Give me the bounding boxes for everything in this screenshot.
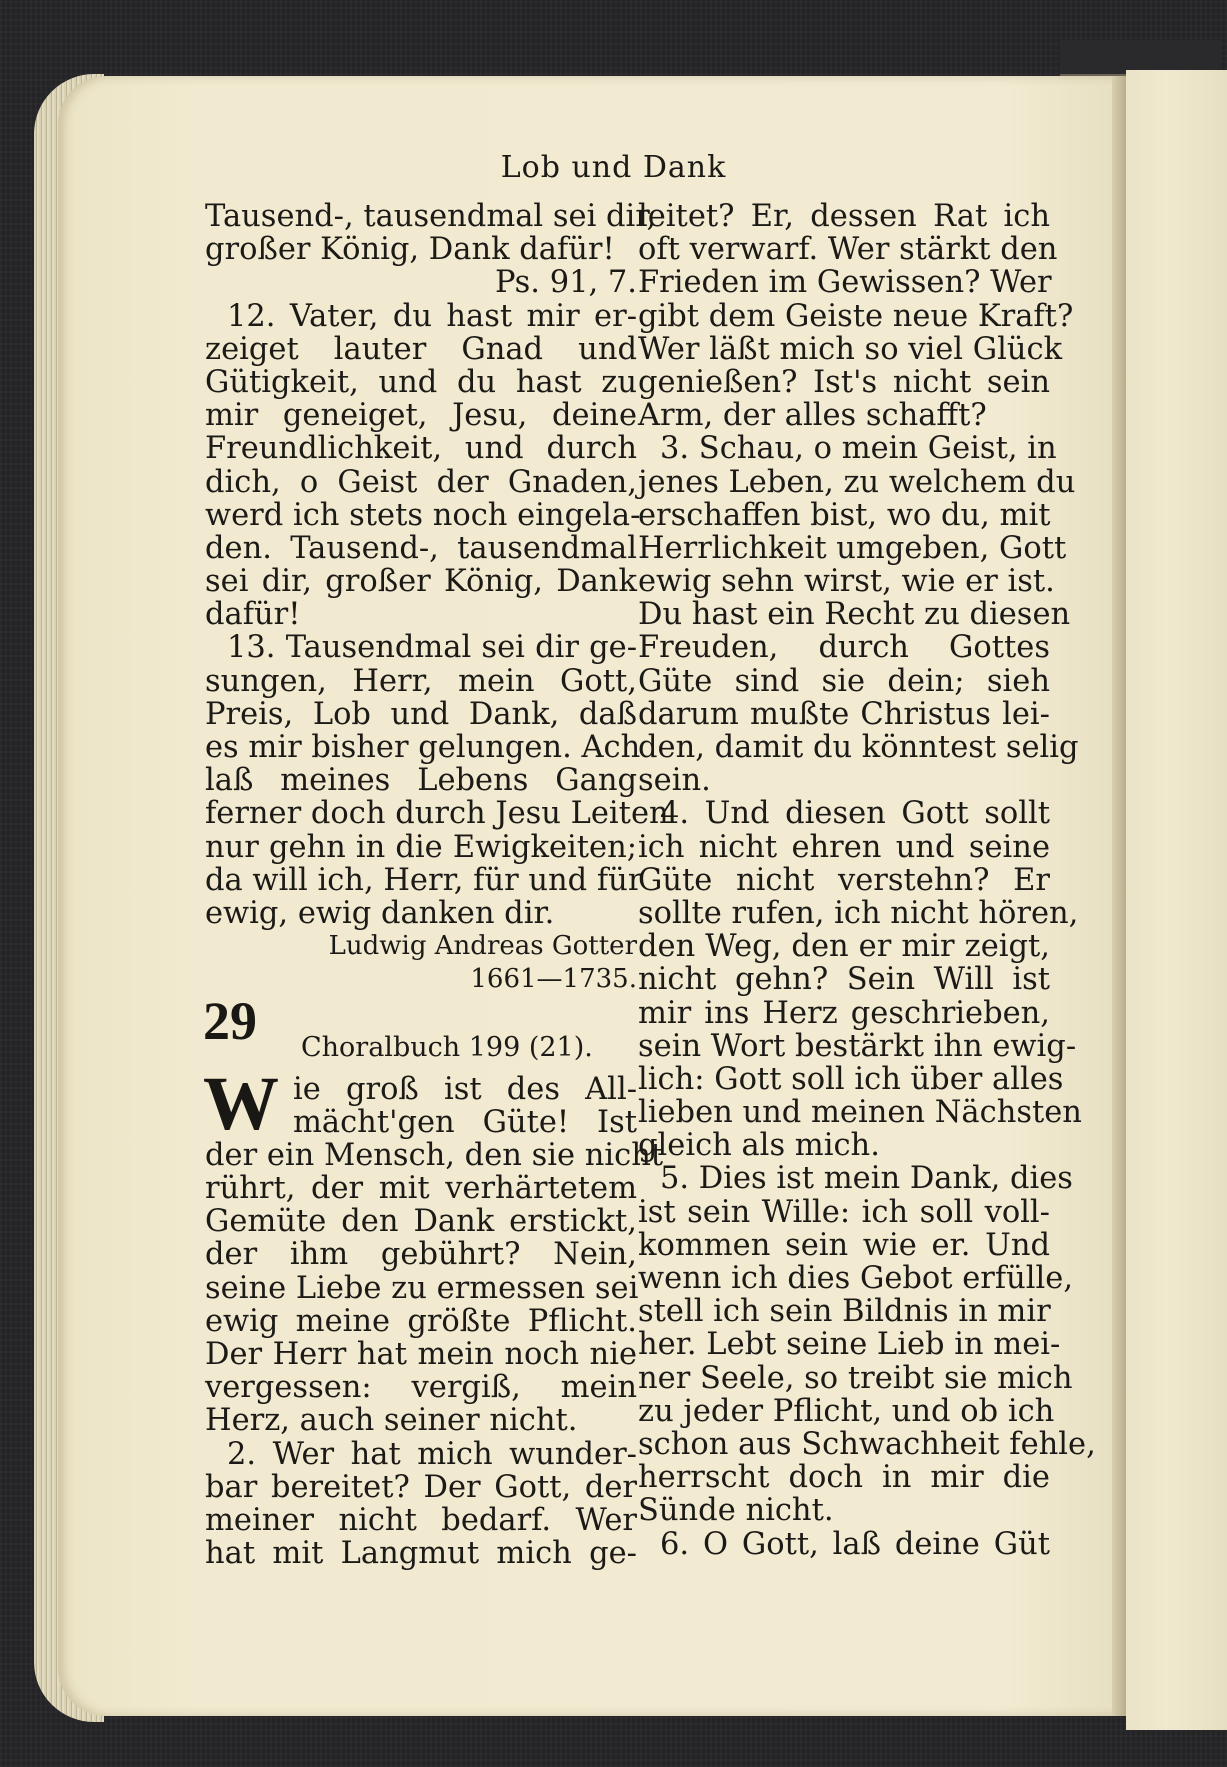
text-line: Der Herr hat mein noch nie <box>205 1337 637 1372</box>
text-line: 4. Und diesen Gott sollt <box>660 796 1050 832</box>
text-line: genießen? Ist's nicht sein <box>638 364 1050 400</box>
text-line: Du hast ein Recht zu diesen <box>638 597 1071 633</box>
text-line: darum mußte Christus lei- <box>638 696 1050 732</box>
verse-13 <box>205 630 669 931</box>
hymn-author-dates: 1661—1735. <box>470 964 637 995</box>
text-line: 3. Schau, o mein Geist, in <box>660 431 1057 467</box>
text-line: 2. Wer hat mich wunder- <box>227 1436 637 1472</box>
text-line: zeiget lauter Gnad und <box>205 331 637 367</box>
text-line: nicht gehn? Sein Will ist <box>638 962 1050 998</box>
text-line: der ihm gebührt? Nein, <box>205 1237 637 1273</box>
text-line: 13. Tausendmal sei dir ge- <box>227 630 637 666</box>
text-line: Arm, der alles schafft? <box>638 398 987 434</box>
text-line: mir geneiget, Jesu, deine <box>205 398 637 434</box>
text-line: kommen sein wie er. Und <box>638 1227 1050 1263</box>
text-line: den, damit du könntest selig <box>638 730 1079 765</box>
text-line: 12. Vater, du hast mir er- <box>227 298 637 334</box>
text-line: ner Seele, so treibt sie mich <box>638 1360 1073 1396</box>
text-line: da will ich, Herr, für und für <box>205 862 643 898</box>
text-line: herrscht doch in mir die <box>638 1460 1050 1496</box>
text-line: laß meines Lebens Gang <box>205 763 637 799</box>
text-line: der ein Mensch, den sie nicht <box>205 1137 664 1173</box>
text-line: ewig meine größte Pflicht. <box>205 1303 637 1339</box>
text-line: mächt'gen Güte! Ist <box>293 1104 637 1140</box>
hymn-number: 29 <box>203 990 257 1051</box>
left-column <box>203 199 669 1572</box>
text-line: her. Lebt seine Lieb in mei- <box>638 1327 1061 1363</box>
verse-2-continued <box>638 199 1074 434</box>
text-line: 5. Dies ist mein Dank, dies <box>660 1161 1073 1197</box>
text-line: Gemüte den Dank erstickt, <box>205 1204 637 1240</box>
text-line: gleich als mich. <box>638 1128 880 1164</box>
verse-2 <box>205 1438 637 1571</box>
text-line: Frieden im Gewissen? Wer <box>638 265 1052 301</box>
text-line: Wer läßt mich so viel Glück <box>638 331 1063 367</box>
text-line: werd ich stets noch eingela- <box>205 497 641 533</box>
running-head: Lob und Dank <box>500 150 727 185</box>
text-line: schon aus Schwachheit fehle, <box>638 1426 1096 1462</box>
page-gutter <box>1112 76 1126 1716</box>
text-line: dafür! <box>205 597 301 633</box>
text-line: bar bereitet? Der Gott, der <box>205 1469 637 1505</box>
text-line: ie groß ist des All- <box>293 1071 637 1107</box>
text-line: sollte rufen, ich nicht hören, <box>638 895 1079 931</box>
text-line: ist sein Wille: ich soll voll- <box>638 1194 1050 1230</box>
text-line: lieben und meinen Nächsten <box>638 1095 1082 1131</box>
text-line: wenn ich dies Gebot erfülle, <box>638 1261 1074 1296</box>
text-line: hat mit Langmut mich ge- <box>205 1536 637 1572</box>
text-line: erschaffen bist, wo du, mit <box>638 497 1051 533</box>
text-line: Freundlichkeit, und durch <box>205 431 637 467</box>
verse-1 <box>203 1061 664 1439</box>
text-line: ferner doch durch Jesu Leiten <box>205 796 669 832</box>
text-line: Herrlichkeit umgeben, Gott <box>638 530 1067 566</box>
text-line: seine Liebe zu ermessen sei <box>205 1270 639 1306</box>
text-line: Herz, auch seiner nicht. <box>205 1403 578 1439</box>
text-line: leitet? Er, dessen Rat ich <box>638 199 1050 234</box>
text-line: Freuden, durch Gottes <box>638 630 1050 666</box>
text-line: 6. O Gott, laß deine Güt <box>660 1526 1050 1562</box>
choralbuch-reference: Choralbuch 199 (21). <box>301 1031 593 1063</box>
text-line: Güte nicht verstehn? Er <box>638 862 1050 898</box>
text-line: vergessen: vergiß, mein <box>205 1370 637 1406</box>
text-line: stell ich sein Bildnis in mir <box>638 1294 1051 1330</box>
text-line: gibt dem Geiste neue Kraft? <box>638 298 1074 334</box>
facing-page-edge <box>1126 70 1227 1730</box>
text-line: sein Wort bestärkt ihn ewig- <box>638 1028 1077 1064</box>
text-line: ewig, ewig danken dir. <box>205 895 555 931</box>
text-line: meiner nicht bedarf. Wer <box>205 1502 637 1538</box>
verse-12 <box>205 298 641 633</box>
text-line: zu jeder Pflicht, und ob ich <box>638 1393 1055 1429</box>
text-line: dich, o Geist der Gnaden, <box>205 464 637 500</box>
verse-5 <box>638 1161 1096 1529</box>
text-line: den. Tausend-, tausendmal <box>205 530 637 566</box>
text-line: ich nicht ehren und seine <box>638 829 1050 865</box>
right-column <box>638 199 1096 1562</box>
text-line: lich: Gott soll ich über alles <box>638 1061 1064 1097</box>
hymn-author: Ludwig Andreas Gotter <box>328 931 637 962</box>
text-line: großer König, Dank dafür! <box>205 232 615 268</box>
verse-4 <box>638 796 1082 1164</box>
drop-capital: W <box>203 1061 279 1146</box>
text-line: oft verwarf. Wer stärkt den <box>638 232 1058 268</box>
text-line: sein. <box>638 763 711 799</box>
text-line: jenes Leben, zu welchem du <box>638 464 1076 500</box>
text-line: mir ins Herz geschrieben, <box>638 995 1050 1031</box>
text-line: Preis, Lob und Dank, daß <box>205 696 637 732</box>
text-line: Sünde nicht. <box>638 1493 834 1529</box>
text-line: sei dir, großer König, Dank <box>205 564 637 600</box>
text-line: rührt, der mit verhärtetem <box>205 1171 637 1207</box>
scripture-reference: Ps. 91, 7. <box>494 265 637 301</box>
text-line: sungen, Herr, mein Gott, <box>205 663 637 699</box>
text-line: Tausend-, tausendmal sei dir, <box>205 199 657 234</box>
text-line: es mir bisher gelungen. Ach <box>205 730 641 765</box>
text-line: ewig sehn wirst, wie er ist. <box>638 564 1055 600</box>
text-line: Güte sind sie dein; sieh <box>638 663 1050 699</box>
text-line: den Weg, den er mir zeigt, <box>638 929 1050 965</box>
verse-3 <box>638 431 1079 799</box>
text-line: nur gehn in die Ewigkeiten; <box>205 829 637 865</box>
text-line: Gütigkeit, und du hast zu <box>205 364 637 400</box>
verse-6 <box>638 1528 1050 1561</box>
